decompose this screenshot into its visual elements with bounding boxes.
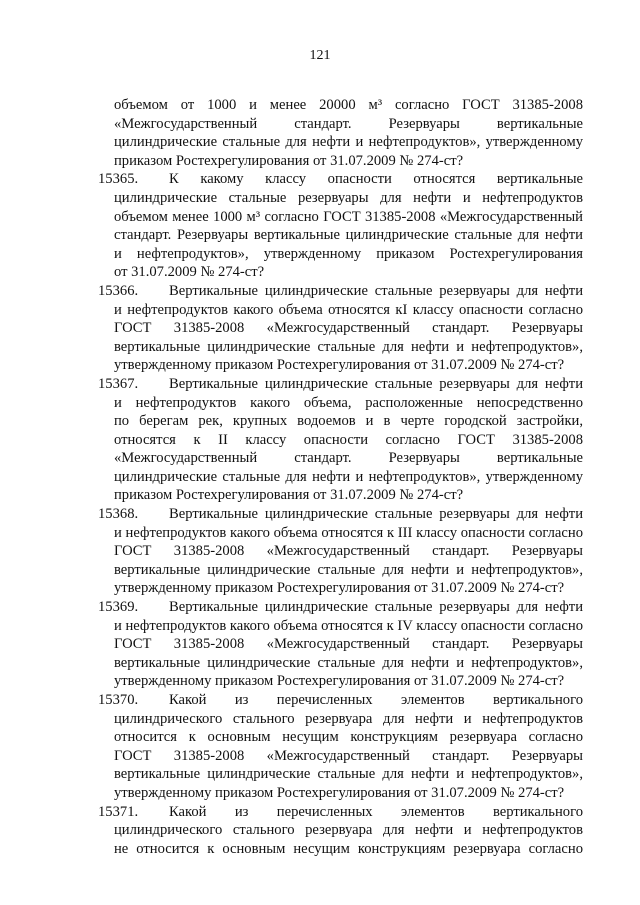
text-line: Какой из перечисленных элементов вертикального <box>169 803 583 820</box>
text-line: вертикальные цилиндрические стальные для нефти и нефтепродуктов», <box>114 561 583 578</box>
text-line: утвержденному приказом Ростехрегулирования от 31.07.2009 № 274-ст? <box>114 673 565 690</box>
text-line: стандарт. Резервуары вертикальные цилиндрические стальные для нефти <box>114 227 583 244</box>
text-line: не относится к основным несущим конструкциям резервуара согласно <box>114 840 583 857</box>
text-line: цилиндрического стального резервуара для нефти и нефтепродуктов <box>114 710 583 727</box>
question-item <box>98 598 583 691</box>
text-line: К какому классу опасности относятся вертикальные <box>169 171 583 188</box>
text-line: цилиндрические стальные для нефти и нефтепродуктов», утвержденному <box>114 468 583 485</box>
text-line: утвержденному приказом Ростехрегулирования от 31.07.2009 № 274-ст? <box>114 784 565 801</box>
text-line: ГОСТ 31385-2008 «Межгосударственный стандарт. Резервуары <box>114 543 583 560</box>
text-line: утвержденному приказом Ростехрегулирования от 31.07.2009 № 274-ст? <box>114 580 565 597</box>
question-item <box>98 803 583 859</box>
text-line: вертикальные цилиндрические стальные для нефти и нефтепродуктов», <box>114 338 583 355</box>
text-line: «Межгосударственный стандарт. Резервуары вертикальные <box>114 115 583 132</box>
text-line: и нефтепродуктов какого объема относятся к IV классу опасности согласно <box>114 617 583 634</box>
question-number: 15370. <box>98 692 139 708</box>
text-line: и нефтепродуктов», утвержденному приказом Ростехрегулирования <box>114 245 583 262</box>
text-line: цилиндрические стальные резервуары для нефти и нефтепродуктов <box>114 189 583 206</box>
page-number: 121 <box>309 48 331 63</box>
text-line: и нефтепродуктов какого объема, расположенные непосредственно <box>114 394 583 411</box>
text-line: относятся к II классу опасности согласно ГОСТ 31385-2008 <box>114 431 583 448</box>
text-line: приказом Ростехрегулирования от 31.07.2009 № 274-ст? <box>114 487 464 504</box>
text-line: цилиндрического стального резервуара для нефти и нефтепродуктов <box>114 822 583 839</box>
question-item <box>98 691 583 803</box>
question-list <box>98 96 583 858</box>
text-line: объемом от 1000 и менее 20000 м³ согласно ГОСТ 31385-2008 <box>114 97 583 113</box>
question-number: 15369. <box>98 599 139 616</box>
text-line: и нефтепродуктов какого объема относятся к III классу опасности согласно <box>114 524 583 541</box>
text-line: относится к основным несущим конструкциям резервуара согласно <box>114 729 583 746</box>
text-line: и нефтепродуктов какого объема относятся кI классу опасности согласно <box>114 301 583 318</box>
text-line: ГОСТ 31385-2008 «Межгосударственный стандарт. Резервуары <box>114 747 583 764</box>
text-line: от 31.07.2009 № 274-ст? <box>114 264 265 281</box>
text-line: Вертикальные цилиндрические стальные резервуары для нефти <box>169 375 583 392</box>
text-line: вертикальные цилиндрические стальные для нефти и нефтепродуктов», <box>114 766 583 783</box>
question-item <box>98 375 583 505</box>
question-item <box>98 505 583 598</box>
question-number: 15365. <box>98 171 139 188</box>
text-line: ГОСТ 31385-2008 «Межгосударственный стандарт. Резервуары <box>114 320 583 337</box>
text-line: «Межгосударственный стандарт. Резервуары вертикальные <box>114 450 583 467</box>
text-line: приказом Ростехрегулирования от 31.07.2009 № 274-ст? <box>114 152 464 169</box>
text-line: Вертикальные цилиндрические стальные резервуары для нефти <box>169 506 583 523</box>
question-number: 15367. <box>98 375 139 392</box>
question-item <box>98 170 583 282</box>
text-line: утвержденному приказом Ростехрегулирования от 31.07.2009 № 274-ст? <box>114 357 565 374</box>
text-line: объемом менее 1000 м³ согласно ГОСТ 31385-2008 «Межгосударственный <box>114 208 583 225</box>
question-number: 15371. <box>98 803 139 820</box>
text-line: вертикальные цилиндрические стальные для нефти и нефтепродуктов», <box>114 654 583 671</box>
text-line: ГОСТ 31385-2008 «Межгосударственный стандарт. Резервуары <box>114 636 583 653</box>
question-number: 15368. <box>98 506 139 523</box>
text-line: Какой из перечисленных элементов вертикального <box>169 692 583 708</box>
question-item-continuation <box>114 96 583 170</box>
text-line: Вертикальные цилиндрические стальные резервуары для нефти <box>169 599 583 616</box>
text-line: Вертикальные цилиндрические стальные резервуары для нефти <box>169 282 583 299</box>
text-line: по берегам рек, крупных водоемов и в черте городской застройки, <box>114 413 583 430</box>
question-item <box>98 282 583 375</box>
question-number: 15366. <box>98 282 139 299</box>
text-line: цилиндрические стальные для нефти и нефтепродуктов», утвержденному <box>114 134 583 151</box>
